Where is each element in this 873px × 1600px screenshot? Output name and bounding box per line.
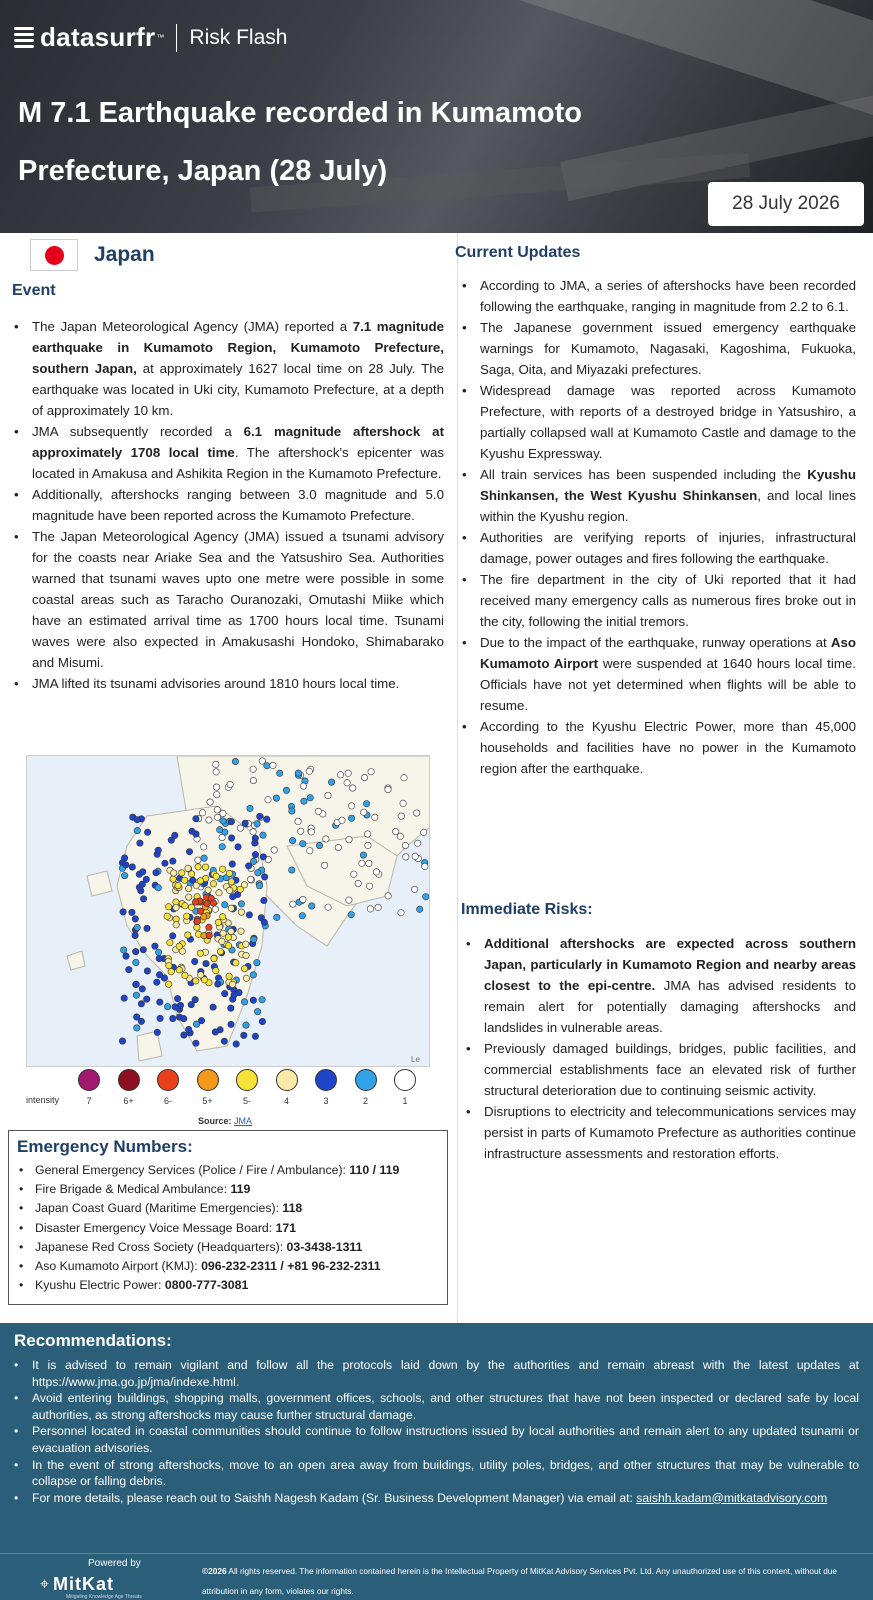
risks-item: • Disruptions to electricity and telecommunications services may persist in parts of Kumamoto Prefecture as authorities continue infrastructure assessments and restoration efforts. (464, 1101, 856, 1164)
intensity-swatch-icon (78, 1069, 100, 1091)
event-item: • The Japan Meteorological Agency (JMA) reported a 7.1 magnitude earthquake in Kumamoto Region, Kumamoto Prefecture, southern Japan, at approximately 1627 local time on 28 July. The earthquake was located in Uki city, Kumamoto Prefecture, at a depth of approximately 10 km. (12, 316, 444, 421)
current-updates-title: Current Updates (455, 244, 581, 261)
recommendations-title: Recommendations: (14, 1331, 172, 1350)
powered-by-label: Powered by (88, 1558, 141, 1569)
section-label: Risk Flash (189, 25, 288, 49)
legend-item: 6- (153, 1069, 183, 1106)
updates-item: • Authorities are verifying reports of injuries, infrastructural damage, power outages and fires following the earthquake. (460, 527, 856, 569)
recommendation-contact: • For more details, please reach out to Saishh Nagesh Kadam (Sr. Business Development Manager) via email at: saishh.kadam@mitkatadvisory.com (14, 1490, 859, 1507)
intensity-swatch-icon (394, 1069, 416, 1091)
recommendation-item: • Avoid entering buildings, shopping malls, government offices, schools, and other structures that have not been inspected or declared safe by local authorities, as strong aftershocks may cause further structural damage. (14, 1390, 859, 1423)
updates-item: • The Japanese government issued emergency earthquake warnings for Kumamoto, Nagasaki, Kagoshima, Fukuoka, Saga, Oita, and Miyazaki prefectures. (460, 317, 856, 380)
datasurfr-logo-icon (14, 27, 34, 49)
emergency-number-item: • General Emergency Services (Police / Fire / Ambulance): 110 / 119 (17, 1161, 439, 1180)
recommendation-item: • Personnel located in coastal communities should continue to follow instructions issued by local authorities and remain alert to any updated tsunami or evacuation advisories. (14, 1423, 859, 1456)
copyright-notice: ©2026 All rights reserved. The information contained herein is the Intellectual Property of MitKat Advisory Services Pvt. Ltd. Any unauthorized use of this content, without due attribution in any form, violates our rights. (202, 1566, 838, 1596)
legend-title: intensity (26, 1095, 60, 1105)
event-item: • JMA subsequently recorded a 6.1 magnitude aftershock at approximately 1708 local time. The aftershock's epicenter was located in Amakusa and Ashikita Region in the Kumamoto Prefecture. (12, 421, 444, 484)
intensity-swatch-icon (197, 1069, 219, 1091)
header-banner (0, 0, 873, 233)
map-source: Source: JMA (198, 1116, 253, 1126)
emergency-number-item: • Fire Brigade & Medical Ambulance: 119 (17, 1180, 439, 1199)
updates-item: • Due to the impact of the earthquake, runway operations at Aso Kumamoto Airport were suspended at 1640 hours local time. Officials have not yet determined when flights will be able to resume. (460, 632, 856, 716)
updates-item: • Widespread damage was reported across Kumamoto Prefecture, with reports of a destroyed bridge in Yatsushiro, a partially collapsed wall at Kumamoto Castle and damage to the Kyushu Expressway. (460, 380, 856, 464)
legend-item: 5+ (193, 1069, 223, 1106)
event-title: Event (12, 282, 56, 299)
intensity-swatch-icon (118, 1069, 140, 1091)
risks-item: • Previously damaged buildings, bridges, public facilities, and commercial establishments face an elevated risk of further structural deterioration due to continuing seismic activity. (464, 1038, 856, 1101)
crosshair-icon: ⌖ (40, 1575, 50, 1593)
emergency-number-item: • Aso Kumamoto Airport (KMJ): 096-232-2311 / +81 96-232-2311 (17, 1257, 439, 1276)
risks-item: • Additional aftershocks are expected across southern Japan, particularly in Kumamoto Region and nearby areas closest to the epi-centre. JMA has advised residents to remain alert for potentially damaging aftershocks and landslides in vulnerable areas. (464, 933, 856, 1038)
legend-item: 1 (390, 1069, 420, 1106)
event-item: • The Japan Meteorological Agency (JMA) issued a tsunami advisory for the coasts near Ariake Sea and the Yatsushiro Sea. Authorities warned that tsunami waves upto one metre were possible in some coastal areas such as Taracho Ouranozaki, Omutashi Miike which have an estimated arrival time as 1700 hours local time. Tsunami waves were also expected in Amakusashi Hondoko, Shimabarako and Misumi. (12, 526, 444, 673)
emergency-number-item: • Disaster Emergency Voice Message Board: 171 (17, 1219, 439, 1238)
event-item: • Additionally, aftershocks ranging between 3.0 magnitude and 5.0 magnitude have been reported across the Kumamoto Prefecture. (12, 484, 444, 526)
legend-item: 4 (272, 1069, 302, 1106)
map-corner-label: Le (411, 1055, 420, 1064)
recommendations-section (0, 1323, 873, 1553)
updates-item: • The fire department in the city of Uki reported that it had received many emergency calls as numerous fires broke out in the city, following the initial tremors. (460, 569, 856, 632)
updates-item: • All train services has been suspended including the Kyushu Shinkansen, the West Kyushu Shinkansen, and local lines within the Kyushu region. (460, 464, 856, 527)
intensity-legend (26, 1069, 430, 1111)
intensity-swatch-icon (236, 1069, 258, 1091)
country-heading: Japan (30, 239, 155, 271)
left-column (0, 233, 458, 1323)
page-title: M 7.1 Earthquake recorded in Kumamoto Prefecture, Japan (28 July) (18, 97, 583, 187)
legend-item: 2 (351, 1069, 381, 1106)
seismic-intensity-map (26, 755, 430, 1067)
recommendation-item: • It is advised to remain vigilant and follow all the protocols laid down by the authorities and remain abreast with the latest updates at https://www.jma.go.jp/jma/indexe.html. (14, 1357, 859, 1390)
intensity-swatch-icon (157, 1069, 179, 1091)
immediate-risks-title: Immediate Risks: (461, 901, 593, 918)
japan-flag-icon (30, 239, 78, 271)
emergency-title: Emergency Numbers: (17, 1137, 193, 1156)
jma-source-link[interactable]: JMA (234, 1116, 253, 1126)
intensity-swatch-icon (276, 1069, 298, 1091)
emergency-number-item: • Japanese Red Cross Society (Headquarters): 03-3438-1311 (17, 1238, 439, 1257)
event-item: • JMA lifted its tsunami advisories around 1810 hours local time. (12, 673, 444, 694)
intensity-swatch-icon (355, 1069, 377, 1091)
datasurfr-logo: datasurfr ™ Risk Flash (14, 22, 287, 53)
recommendation-item: • In the event of strong aftershocks, move to an open area away from buildings, utility poles, bridges, and other structures that may be vulnerable to collapse or falling debris. (14, 1457, 859, 1490)
updates-item: • According to the Kyushu Electric Power, more than 45,000 households and facilities have no power in the Kumamoto region after the earthquake. (460, 716, 856, 779)
legend-item: 7 (74, 1069, 104, 1106)
emergency-number-item: • Kyushu Electric Power: 0800-777-3081 (17, 1276, 439, 1295)
mitkat-logo: ⌖ MitKat (40, 1574, 115, 1594)
legend-item: 3 (311, 1069, 341, 1106)
contact-email-link[interactable]: saishh.kadam@mitkatadvisory.com (636, 1490, 828, 1505)
updates-item: • According to JMA, a series of aftershocks have been recorded following the earthquake, ranging in magnitude from 2.2 to 6.1. (460, 275, 856, 317)
emergency-number-item: • Japan Coast Guard (Maritime Emergencies): 118 (17, 1199, 439, 1218)
intensity-swatch-icon (315, 1069, 337, 1091)
mitkat-tagline: Mitigating Knowledge Age Threats (66, 1594, 142, 1600)
emergency-numbers-box (8, 1130, 448, 1305)
report-date: 28 July 2026 (708, 182, 864, 226)
legend-item: 5- (232, 1069, 262, 1106)
footer (0, 1553, 873, 1600)
current-updates-list (460, 275, 856, 779)
legend-item: 6+ (114, 1069, 144, 1106)
event-list (12, 316, 444, 694)
right-column (455, 233, 873, 1323)
immediate-risks-list (464, 933, 856, 1164)
